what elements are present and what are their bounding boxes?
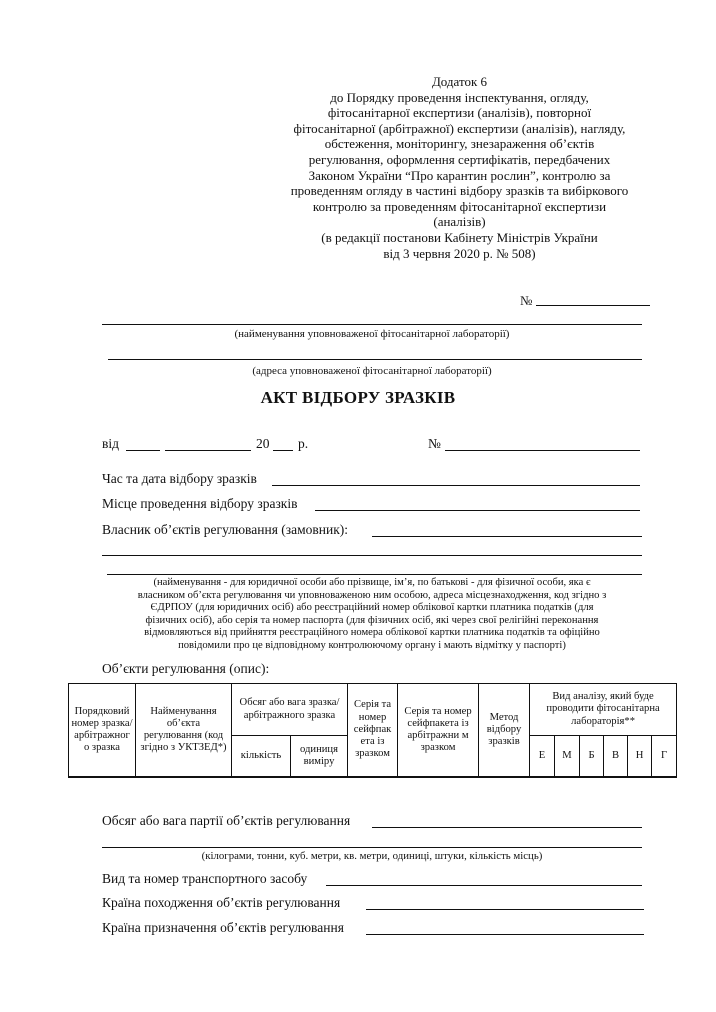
transport-label: Вид та номер транспортного засобу	[102, 871, 308, 886]
batch-field	[102, 813, 642, 831]
header-line-2: до Порядку проведення інспектування, огляду,	[330, 89, 589, 105]
header-line-8: проведенням огляду в частині відбору зразків та вибіркового	[290, 183, 629, 199]
lab-address-line[interactable]	[108, 359, 642, 360]
owner-note-line-1: (найменування - для юридичної особи або прізвище, ім’я, по батькові - для фізичної особи, яка є	[153, 577, 591, 588]
owner-blank[interactable]	[372, 536, 642, 537]
transport-blank[interactable]	[326, 885, 642, 886]
col-sample-number: Порядковий номер зразка/ арбітражног о зразка	[69, 684, 136, 777]
document-header	[262, 74, 657, 261]
owner-line-3[interactable]	[107, 574, 642, 575]
col-analysis-e: Е	[530, 736, 555, 777]
batch-line-2[interactable]	[102, 847, 642, 848]
number-blank-line[interactable]	[536, 305, 650, 306]
col-quantity: кількість	[232, 736, 291, 777]
owner-note-line-2: власником об’єкта регулювання чи уповноваженою ним особою, адреса місцезнаходження, код згідно з	[137, 589, 607, 601]
batch-blank[interactable]	[372, 827, 642, 828]
col-safe-series: Серія та номер сейфпак ета із зразком	[348, 684, 398, 777]
header-line-12: від 3 червня 2020 р. № 508)	[383, 245, 536, 261]
owner-label: Власник об’єктів регулювання (замовник):	[102, 522, 349, 537]
date-day-blank[interactable]	[126, 450, 160, 451]
lab-address-caption: (адреса уповноваженої фітосанітарної лабораторії)	[252, 365, 492, 377]
header-line-6: регулювання, оформлення сертифікатів, передбачених	[308, 151, 611, 167]
destination-blank[interactable]	[366, 934, 644, 935]
act-number-blank[interactable]	[445, 450, 640, 451]
col-analysis-n: Н	[628, 736, 652, 777]
col-unit: одиниця виміру	[291, 736, 348, 777]
origin-blank[interactable]	[366, 909, 644, 910]
table-row[interactable]	[69, 777, 677, 778]
header-line-4: фітосанітарної (арбітражної) експертизи (аналізів), нагляду,	[293, 120, 626, 136]
act-number-field	[428, 436, 640, 454]
header-line-11: (в редакції постанови Кабінету Міністрів України	[321, 229, 598, 245]
origin-field	[102, 895, 644, 913]
sampling-time-blank[interactable]	[272, 485, 640, 486]
owner-field	[102, 522, 642, 540]
owner-note-line-3: ЄДРПОУ (для юридичних осіб) або реєстраційний номер облікової картки платника податків (для	[150, 602, 594, 614]
owner-note-line-4: фізичних осіб), або серія та номер паспорта (для фізичних осіб, які через свої релігійні переконання	[145, 614, 599, 626]
col-object-name: Найменування об’єкта регулювання (код згідно з УКТЗЕД*)	[136, 684, 232, 777]
col-volume: Обсяг або вага зразка/ арбітражного зразка	[232, 684, 348, 736]
owner-note	[102, 577, 642, 653]
objects-table	[68, 683, 677, 778]
document-number-field[interactable]	[520, 293, 650, 309]
col-analysis-v: В	[604, 736, 628, 777]
lab-name-line[interactable]	[102, 324, 642, 325]
date-year-prefix: 20	[256, 436, 270, 451]
sampling-place-field	[102, 496, 640, 514]
date-from-label: від	[102, 436, 119, 451]
destination-label: Країна призначення об’єктів регулювання	[102, 920, 344, 935]
act-number-sign: №	[428, 436, 441, 451]
sampling-time-field	[102, 471, 640, 489]
header-line-3: фітосанітарної експертизи (аналізів), повторної	[327, 105, 592, 121]
sampling-place-label: Місце проведення відбору зразків	[102, 496, 298, 511]
batch-caption: (кілограми, тонни, куб. метри, кв. метри, одиниці, штуки, кількість місць)	[201, 850, 543, 862]
header-line-10: (аналізів)	[433, 214, 486, 230]
owner-note-line-5: відмовляються від прийняття реєстраційного номера облікової картки платника податків та офіційно	[144, 627, 600, 639]
number-sign: №	[520, 293, 533, 308]
col-analysis-b: Б	[580, 736, 604, 777]
date-month-blank[interactable]	[165, 450, 251, 451]
col-method: Метод відбору зразків	[479, 684, 530, 777]
col-arb-series: Серія та номер сейфпакета із арбітражни м зразком	[398, 684, 479, 777]
transport-field	[102, 871, 642, 889]
header-line-7: Законом України “Про карантин рослин”, контролю за	[308, 167, 611, 183]
col-analysis: Вид аналізу, який буде проводити фітосанітарна лабораторія**	[530, 684, 677, 736]
batch-label: Обсяг або вага партії об’єктів регулювання	[102, 813, 351, 828]
header-line-9: контролю за проведенням фітосанітарної експертизи	[312, 198, 607, 214]
lab-name-caption: (найменування уповноваженої фітосанітарної лабораторії)	[234, 328, 510, 340]
header-line-1: Додаток 6	[431, 74, 488, 89]
date-field	[102, 436, 322, 454]
owner-note-line-6: повідомили про це відповідному контролюючому органу і мають відмітку у паспорті)	[178, 639, 566, 651]
date-year-suffix: р.	[298, 436, 309, 451]
header-line-5: обстеження, моніторингу, знезараження об’єктів	[324, 136, 595, 152]
document-title: АКТ ВІДБОРУ ЗРАЗКІВ	[260, 388, 456, 407]
owner-line-2[interactable]	[102, 555, 642, 556]
objects-label: Об’єкти регулювання (опис):	[102, 661, 270, 676]
destination-field	[102, 920, 644, 938]
sampling-place-blank[interactable]	[315, 510, 640, 511]
date-year-blank[interactable]	[273, 450, 293, 451]
col-analysis-m: М	[555, 736, 580, 777]
col-analysis-g: Г	[652, 736, 677, 777]
origin-label: Країна походження об’єктів регулювання	[102, 895, 341, 910]
sampling-time-label: Час та дата відбору зразків	[102, 471, 257, 486]
